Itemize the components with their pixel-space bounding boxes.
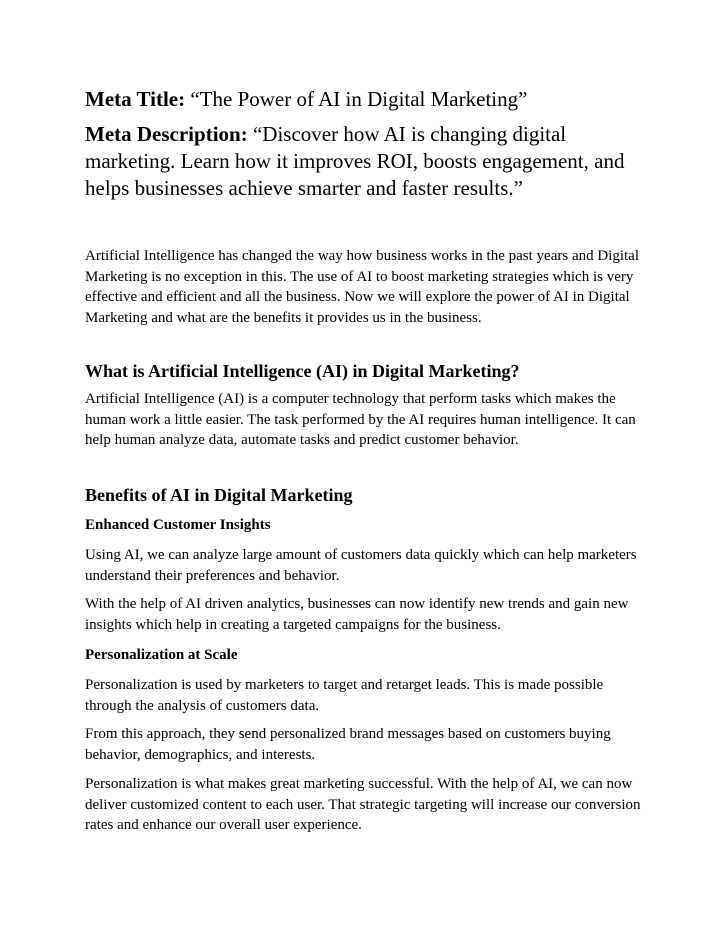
meta-title [85, 86, 527, 113]
what-is-ai-heading: What is Artificial Intelligence (AI) in Digital Marketing? [85, 361, 520, 381]
customer-insights-heading: Enhanced Customer Insights [85, 517, 271, 533]
personalization-paragraph-3: Personalization is what makes great marketing successful. With the help of AI, we can now deliver customized content to each user. That strategic targeting will increase our conversion rates and enhance our overall user experience. [85, 776, 641, 834]
personalization-heading: Personalization at Scale [85, 647, 238, 663]
meta-description-label: Meta Description: [85, 122, 248, 146]
meta-description [85, 121, 645, 202]
customer-insights-paragraph-1: Using AI, we can analyze large amount of customers data quickly which can help marketers understand their preferences and behavior. [85, 547, 637, 584]
personalization-paragraph-1: Personalization is used by marketers to target and retarget leads. This is made possible through the analysis of customers data. [85, 677, 604, 714]
personalization-paragraph-2: From this approach, they send personalized brand messages based on customers buying behavior, demographics, and interests. [85, 726, 611, 763]
meta-title-label: Meta Title: [85, 87, 186, 111]
meta-title-value: “The Power of AI in Digital Marketing” [185, 87, 528, 111]
meta-description-value: “Discover how AI is changing digital marketing. Learn how it improves ROI, boosts engagement, and helps businesses achieve smarter and faster results.” [85, 122, 625, 200]
customer-insights-paragraph-2: With the help of AI driven analytics, businesses can now identify new trends and gain new insights which help in creating a targeted campaigns for the business. [85, 596, 629, 633]
benefits-heading: Benefits of AI in Digital Marketing [85, 485, 353, 505]
intro-paragraph: Artificial Intelligence has changed the way how business works in the past years and Digital Marketing is no exception in this. The use of AI to boost marketing strategies which is very effective and efficient and all the business. Now we will explore the power of AI in Digital Marketing and what are the benefits it provides us in the business. [85, 248, 640, 327]
what-is-ai-paragraph: Artificial Intelligence (AI) is a computer technology that perform tasks which makes the human work a little easier. The task performed by the AI requires human intelligence. It can help human analyze data, automate tasks and predict customer behavior. [85, 391, 636, 449]
